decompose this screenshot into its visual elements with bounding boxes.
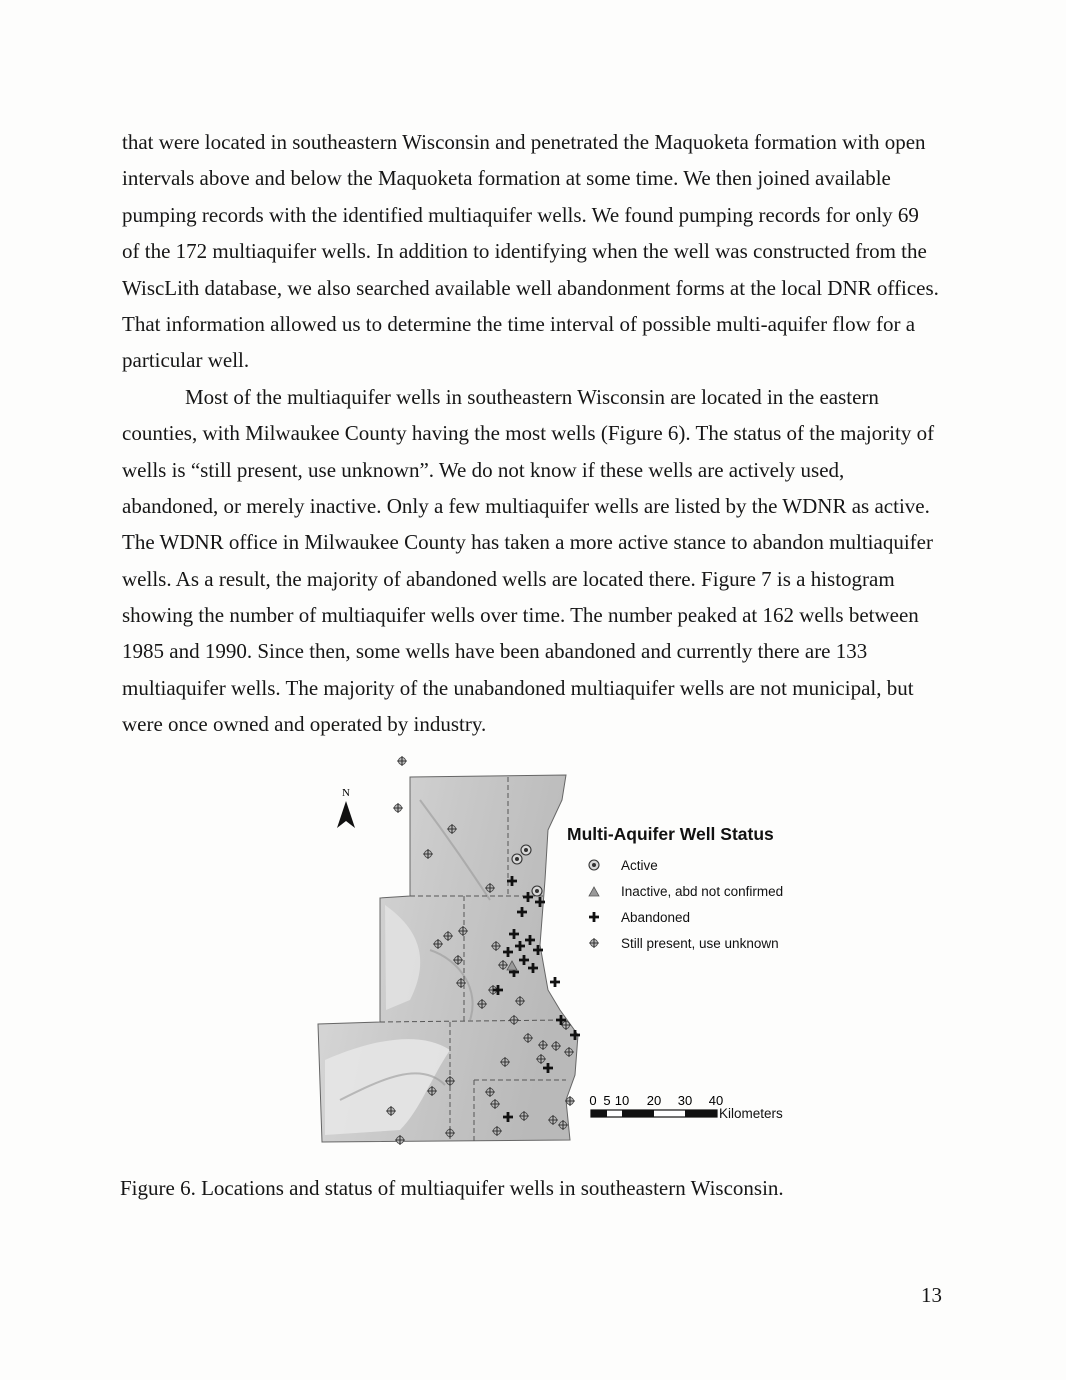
- legend-label-inactive: Inactive, abd not confirmed: [621, 884, 784, 899]
- scale-bar: [589, 1093, 783, 1121]
- legend-label-abandoned: Abandoned: [621, 910, 691, 925]
- scale-tick-label: 40: [708, 1093, 724, 1108]
- well-active: [532, 886, 542, 896]
- text-line: abandoned, or merely inactive. Only a few multiaquifer wells are listed by the WDNR as active.: [122, 493, 930, 518]
- text-line: The WDNR office in Milwaukee County has taken a more active stance to abandon multiaquifer: [122, 530, 933, 555]
- text-line: multiaquifer wells. The majority of the unabandoned multiaquifer wells are not municipal, but: [122, 675, 914, 700]
- scale-tick-label: 5: [603, 1093, 611, 1108]
- text-line: that were located in southeastern Wisconsin and penetrated the Maquoketa formation with open: [122, 130, 926, 154]
- figure-caption: Figure 6. Locations and status of multiaquifer wells in southeastern Wisconsin.: [120, 1176, 784, 1200]
- scale-tick-label: 30: [677, 1093, 693, 1108]
- scale-tick-label: 20: [646, 1093, 662, 1108]
- well-active: [521, 845, 531, 855]
- legend-still-present-icon: [589, 938, 599, 948]
- well-still-present: [397, 756, 407, 766]
- scale-unit: Kilometers: [719, 1106, 783, 1121]
- legend-label-still-present: Still present, use unknown: [621, 936, 779, 951]
- text-line: 1985 and 1990. Since then, some wells have been abandoned and currently there are 133: [122, 639, 868, 664]
- text-line: That information allowed us to determine the time interval of possible multi-aquifer flow for a: [122, 311, 916, 336]
- legend-label-active: Active: [621, 858, 658, 873]
- text-line: were once owned and operated by industry.: [122, 712, 487, 737]
- text-line: intervals above and below the Maquoketa formation at some time. We then joined available: [122, 166, 891, 191]
- text-line: showing the number of multiaquifer wells over time. The number peaked at 162 wells between: [122, 603, 919, 628]
- legend-abandoned-icon: [589, 912, 599, 922]
- legend-inactive-icon: [589, 887, 599, 896]
- text-line: Most of the multiaquifer wells in southeastern Wisconsin are located in the eastern: [185, 384, 879, 409]
- legend-active-icon: [589, 860, 599, 870]
- scale-tick-label: 10: [614, 1093, 630, 1108]
- well-active: [512, 854, 522, 864]
- well-abandoned: [550, 977, 560, 987]
- scale-tick-label: 0: [589, 1093, 597, 1108]
- text-line: wells is “still present, use unknown”. We do not know if these wells are actively used,: [122, 457, 845, 482]
- text-line: counties, with Milwaukee County having the most wells (Figure 6). The status of the majority of: [122, 421, 935, 446]
- text-line: pumping records with the identified multiaquifer wells. We found pumping records for only 69: [122, 202, 919, 227]
- page-number: 13: [921, 1283, 942, 1307]
- text-line: WiscLith database, we also searched available well abandonment forms at the local DNR offices.: [122, 275, 939, 300]
- text-line: of the 172 multiaquifer wells. In addition to identifying when the well was constructed from the: [122, 239, 927, 264]
- well-still-present: [393, 803, 403, 813]
- text-line: particular well.: [122, 348, 250, 373]
- north-label: N: [342, 787, 350, 799]
- legend-title: Multi-Aquifer Well Status: [567, 824, 774, 844]
- map-legend: [567, 824, 783, 951]
- north-arrow-icon: [337, 801, 355, 828]
- text-line: wells. As a result, the majority of abandoned wells are located there. Figure 7 is a histogram: [122, 566, 895, 591]
